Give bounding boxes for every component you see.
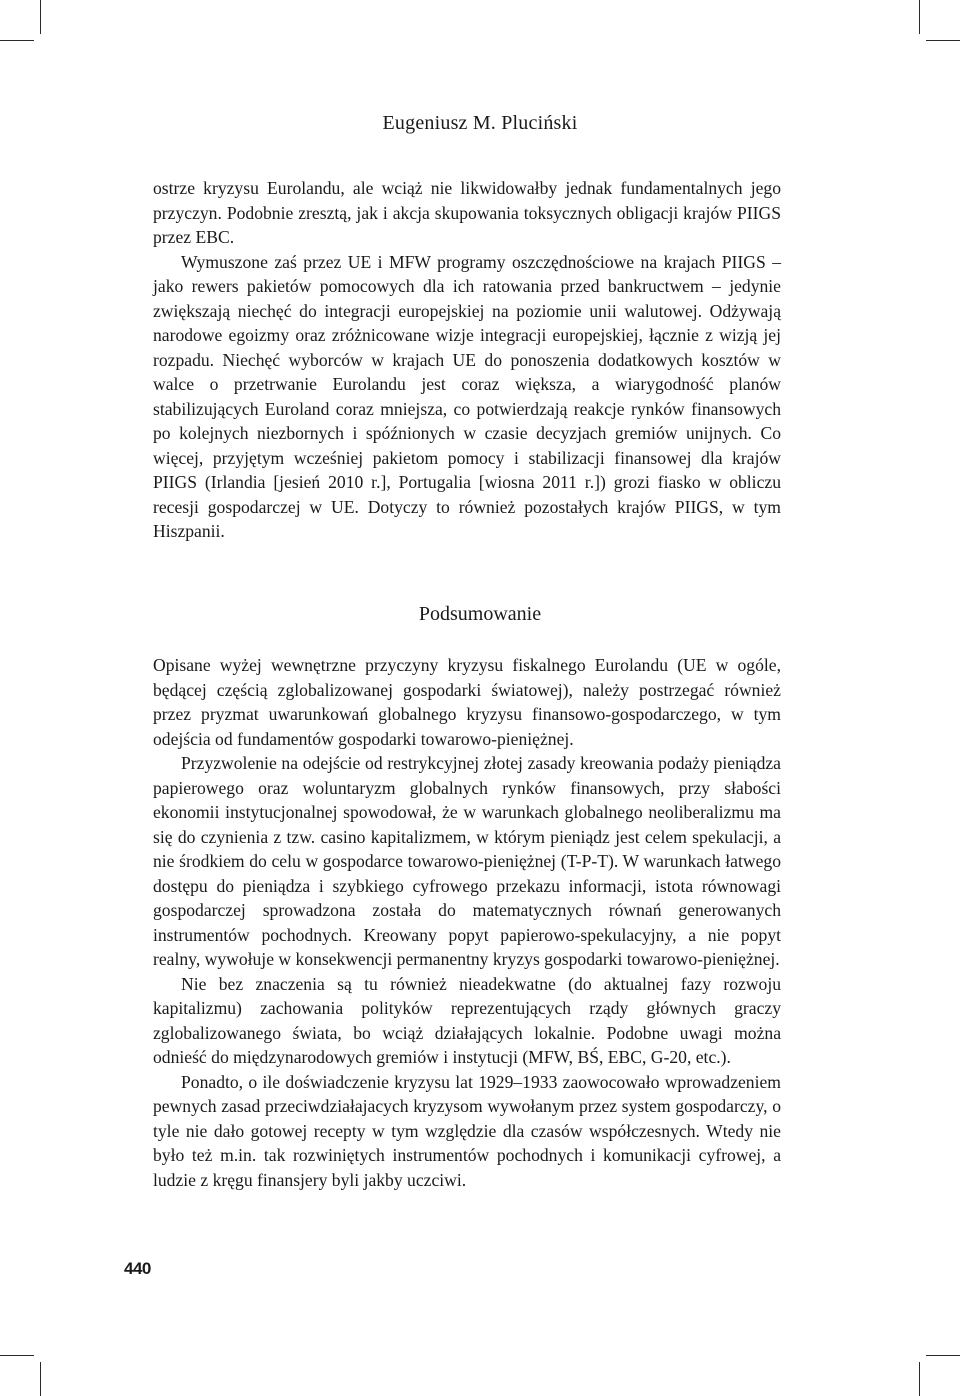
crop-mark-top-right-vertical [919,0,920,34]
paragraph: ostrze kryzysu Eurolandu, ale wciąż nie likwidowałby jednak fundamentalnych jego przyczyn. Podobnie zresztą, jak i akcja skupowania toksycznych obligacji krajów PIIGS przez EBC. [153,178,781,247]
crop-mark-bottom-left-horizontal [0,1355,34,1356]
paragraph: Przyzwolenie na odejście od restrykcyjnej złotej zasady kreowania podaży pieniądza papierowego oraz woluntaryzm globalnych rynków finansowych, przy słabości ekonomii instytucjonalnej spowodował, że w warunkach globalnego neoliberalizmu ma się do czynienia z tzw. casino kapitalizmem, w którym pieniądz jest celem spekulacji, a nie środkiem do celu w gospodarce towarowo-pieniężnej (T-P-T). W warunkach łatwego dostępu do pieniądza i szybkiego cyfrowego przekazu informacji, istota równowagi gospodarczej sprowadzona została do matematycznych równań generowanych instrumentów pochodnych. Kreowany popyt papierowo-spekulacyjny, a nie popyt realny, wywołuje w konsekwencji permanentny kryzys gospodarki towarowo-pieniężnej. [153,753,781,969]
crop-mark-bottom-right-horizontal [926,1355,960,1356]
paragraph: Nie bez znaczenia są tu również nieadekwatne (do aktualnej fazy rozwoju kapitalizmu) zachowania polityków reprezentujących rządy głównych graczy zglobalizowanego świata, bo wciąż działających lokalnie. Podobne uwagi można odnieść do międzynarodowych gremiów i instytucji (MFW, BŚ, EBC, G-20, etc.). [153,973,781,1067]
page-number: 440 [124,1259,151,1278]
crop-mark-bottom-right-vertical [919,1362,920,1396]
crop-mark-top-left-vertical [40,0,41,34]
paragraph: Ponadto, o ile doświadczenie kryzysu lat 1929–1933 zaowocowało wprowadzeniem pewnych zasad przeciwdziałajacych kryzysom wywołanym przez system gospodarczy, o tyle nie dało gotowej recepty w tym względzie dla czasów współczesnych. Wtedy nie było też m.in. tak rozwiniętych instrumentów pochodnych i komunikacji cyfrowej, a ludzie z kręgu finansjery byli jakby uczciwi. [153,1071,781,1190]
crop-mark-bottom-left-vertical [40,1362,41,1396]
body-text-top [153,176,781,544]
body-text-summary [153,653,781,1192]
section-heading: Podsumowanie [418,603,542,625]
paragraph: Wymuszone zaś przez UE i MFW programy oszczędnościowe na krajach PIIGS – jako rewers pakietów pomocowych dla ich ratowania przed bankructwem – jedynie zwiększają niechęć do integracji europejskiej na poziomie unii walutowej. Odżywają narodowe egoizmy oraz zróżnicowane wizje integracji europejskiej, łącznie z wizją jej rozpadu. Niechęć wyborców w krajach UE do ponoszenia dodatkowych kosztów w walce o przetrwanie Eurolandu jest coraz większa, a wiarygodność planów stabilizujących Euroland coraz mniejsza, co potwierdzają reakcje rynków finansowych po kolejnych niezbornych i spóźnionych w czasie decyzjach gremiów unijnych. Co więcej, przyjętym wcześniej pakietom pomocy i stabilizacji finansowej dla krajów PIIGS (Irlandia [jesień 2010 r.], Portugalia [wiosna 2011 r.]) grozi fiasko w obliczu recesji gospodarczej w UE. Dotyczy to również pozostałych krajów PIIGS, w tym Hiszpanii. [153,251,781,541]
crop-mark-top-left-horizontal [0,40,34,41]
running-head: Eugeniusz M. Pluciński [382,112,578,134]
paragraph: Opisane wyżej wewnętrzne przyczyny kryzysu fiskalnego Eurolandu (UE w ogóle, będącej częścią zglobalizowanej gospodarki światowej), należy postrzegać również przez pryzmat uwarunkowań globalnego kryzysu finansowo-gospodarczego, w tym odejścia od fundamentów gospodarki towarowo-pieniężnej. [153,655,781,749]
crop-mark-top-right-horizontal [926,40,960,41]
